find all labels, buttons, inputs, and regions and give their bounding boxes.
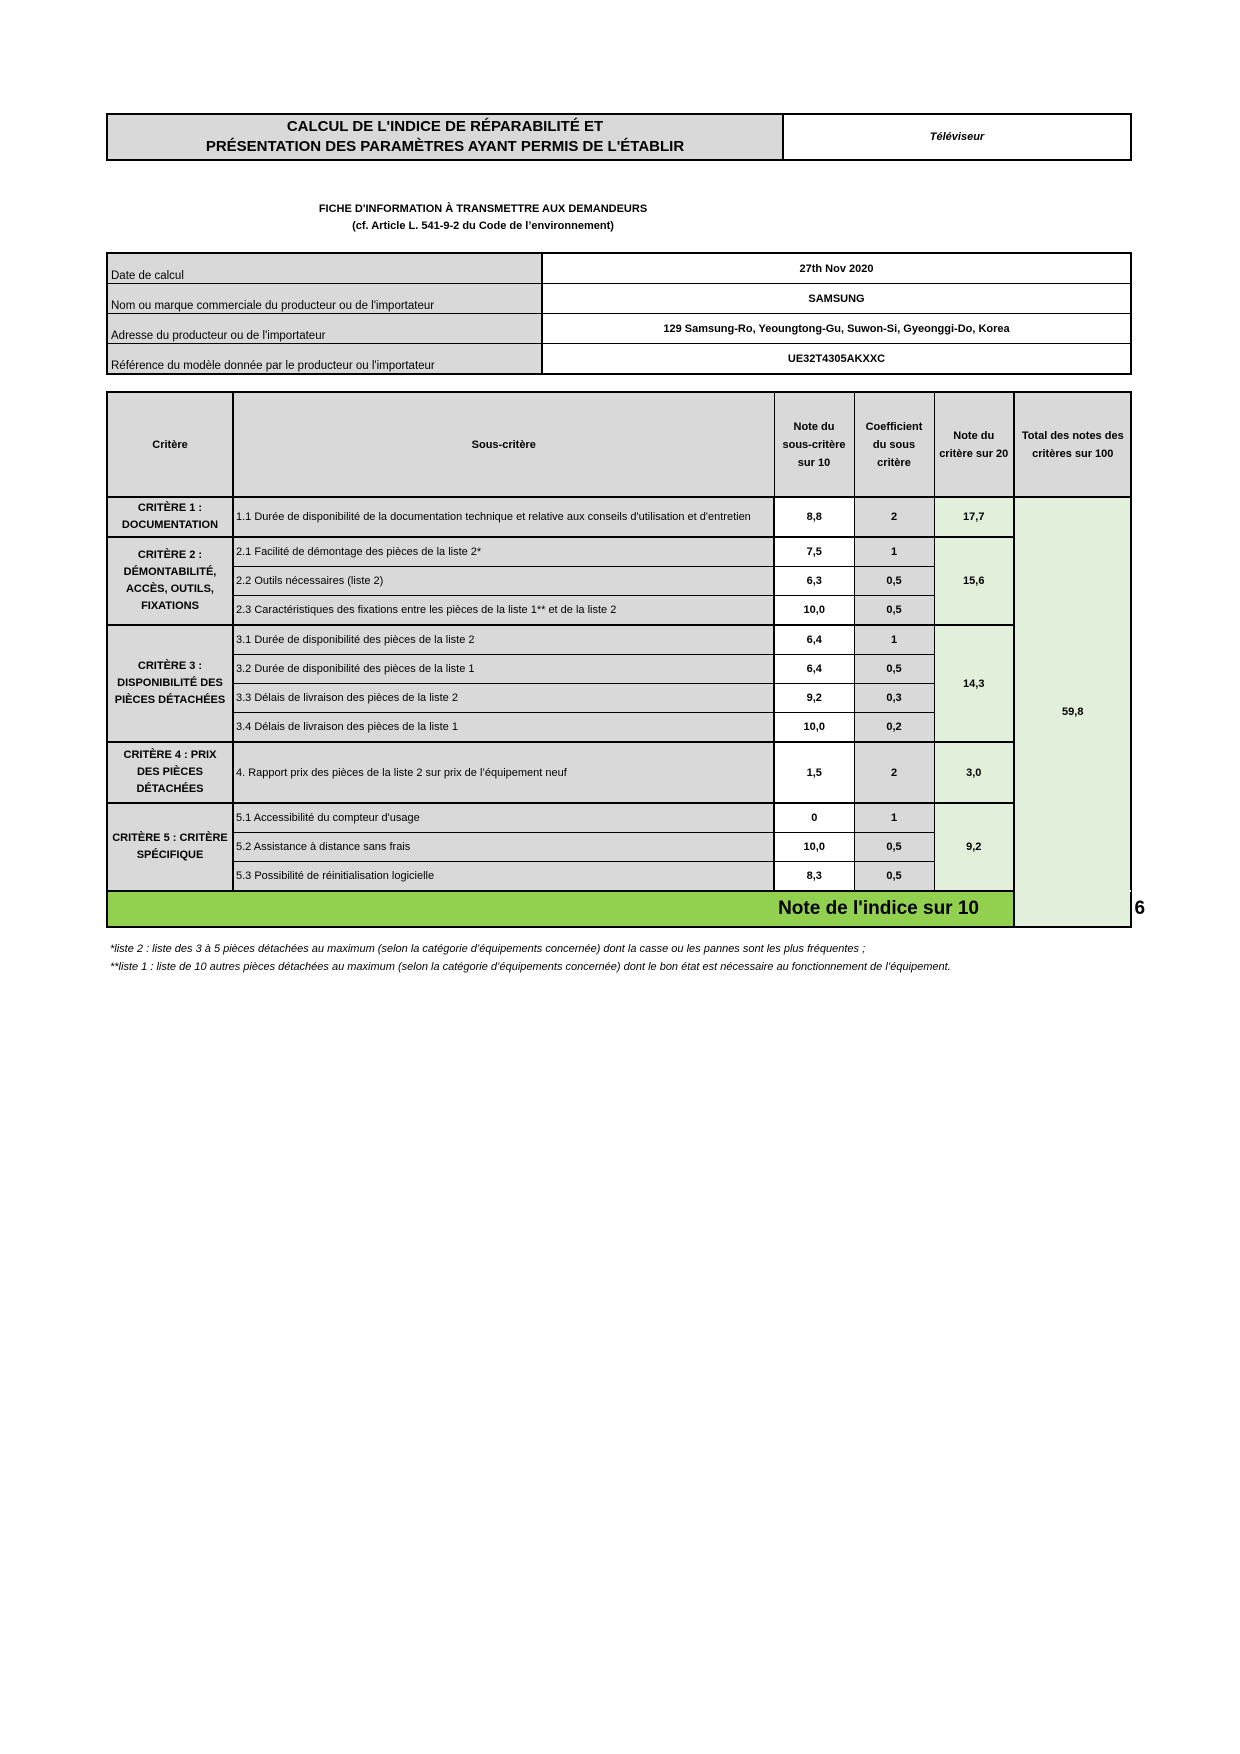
sub-coefficient: 0,3 [854, 684, 934, 713]
sub-criterion: 2.1 Facilité de démontage des pièces de la liste 2* [233, 537, 774, 567]
table-row [107, 742, 1131, 803]
title-line-1: CALCUL DE L'INDICE DE RÉPARABILITÉ ET [286, 118, 604, 135]
info-label: Référence du modèle donnée par le producteur ou l'importateur [107, 344, 542, 375]
sub-note: 6,4 [774, 625, 854, 655]
critere-note: 17,7 [934, 497, 1014, 537]
critere-name: CRITÈRE 3 : DISPONIBILITÉ DES PIÈCES DÉTACHÉES [107, 625, 233, 742]
sub-note: 10,0 [774, 713, 854, 743]
header-coefficient: Coefficient du sous critère [854, 392, 934, 497]
info-label: Nom ou marque commerciale du producteur ou de l'importateur [107, 284, 542, 314]
fiche-line-1: FICHE D'INFORMATION À TRANSMETTRE AUX DEMANDEURS [318, 203, 648, 215]
info-row-brand [107, 284, 1131, 314]
table-row [107, 625, 1131, 655]
table-header-row [107, 392, 1131, 497]
sub-coefficient: 0,5 [854, 596, 934, 626]
critere-note: 3,0 [934, 742, 1014, 803]
sub-criterion: 3.2 Durée de disponibilité des pièces de la liste 1 [233, 655, 774, 684]
info-table [106, 252, 1132, 375]
critere-note: 15,6 [934, 537, 1014, 625]
header-note-sous-critere: Note du sous-critère sur 10 [774, 392, 854, 497]
final-score-row: Note de l'indice sur 10 6 [107, 891, 1131, 927]
info-row-date [107, 253, 1131, 284]
sub-coefficient: 1 [854, 803, 934, 833]
total-score: 59,8 [1014, 497, 1131, 927]
sub-criterion: 3.4 Délais de livraison des pièces de la liste 1 [233, 713, 774, 743]
sub-note: 1,5 [774, 742, 854, 803]
title-line-2: PRÉSENTATION DES PARAMÈTRES AYANT PERMIS DE L'ÉTABLIR [205, 138, 685, 155]
sub-coefficient: 2 [854, 742, 934, 803]
info-label: Adresse du producteur ou de l'importateur [107, 314, 542, 344]
critere-name: CRITÈRE 2 : DÉMONTABILITÉ, ACCÈS, OUTILS, FIXATIONS [107, 537, 233, 625]
header-total: Total des notes des critères sur 100 [1014, 392, 1131, 497]
info-row-address [107, 314, 1131, 344]
critere-note: 9,2 [934, 803, 1014, 891]
footnotes [110, 940, 1140, 976]
header-sous-critere: Sous-critère [233, 392, 774, 497]
info-value: 129 Samsung-Ro, Yeoungtong-Gu, Suwon-Si, Gyeonggi-Do, Korea [542, 314, 1131, 344]
sub-note: 0 [774, 803, 854, 833]
sub-criterion: 4. Rapport prix des pièces de la liste 2 sur prix de l’équipement neuf [233, 742, 774, 803]
footnote-liste-1: **liste 1 : liste de 10 autres pièces détachées au maximum (selon la catégorie d’équipements concernée) dont le bon état est nécessaire au fonctionnement de l’équipement. [110, 961, 951, 973]
header-table [106, 113, 1132, 161]
critere-name: CRITÈRE 5 : CRITÈRE SPÉCIFIQUE [107, 803, 233, 891]
critere-note: 14,3 [934, 625, 1014, 742]
critere-name: CRITÈRE 1 : DOCUMENTATION [107, 497, 233, 537]
sub-note: 10,0 [774, 833, 854, 862]
product-type: Téléviseur [783, 114, 1131, 160]
header-note-critere: Note du critère sur 20 [934, 392, 1014, 497]
sub-coefficient: 1 [854, 625, 934, 655]
sub-coefficient: 0,5 [854, 833, 934, 862]
sub-criterion: 5.2 Assistance à distance sans frais [233, 833, 774, 862]
fiche-line-2: (cf. Article L. 541-9-2 du Code de l’environnement) [352, 220, 614, 232]
sub-criterion: 2.2 Outils nécessaires (liste 2) [233, 567, 774, 596]
sub-note: 6,4 [774, 655, 854, 684]
table-row [107, 803, 1131, 833]
sub-criterion: 3.3 Délais de livraison des pièces de la liste 2 [233, 684, 774, 713]
sub-note: 9,2 [774, 684, 854, 713]
document-title [107, 114, 783, 160]
sub-note: 8,8 [774, 497, 854, 537]
sub-coefficient: 0,5 [854, 862, 934, 892]
final-score-label: Note de l'indice sur 10 [107, 891, 1014, 927]
footnote-liste-2: *liste 2 : liste des 3 à 5 pièces détachées au maximum (selon la catégorie d’équipements concernée) dont la casse ou les pannes sont les plus fréquentes ; [110, 943, 866, 955]
critere-name: CRITÈRE 4 : PRIX DES PIÈCES DÉTACHÉES [107, 742, 233, 803]
sub-coefficient: 1 [854, 537, 934, 567]
sub-note: 6,3 [774, 567, 854, 596]
table-row [107, 537, 1131, 567]
sub-criterion: 5.1 Accessibilité du compteur d'usage [233, 803, 774, 833]
sub-coefficient: 0,5 [854, 567, 934, 596]
sub-criterion: 5.3 Possibilité de réinitialisation logicielle [233, 862, 774, 892]
sub-note: 8,3 [774, 862, 854, 892]
sub-coefficient: 0,2 [854, 713, 934, 743]
header-critere: Critère [107, 392, 233, 497]
fiche-heading [106, 201, 860, 235]
table-row [107, 497, 1131, 537]
info-value: SAMSUNG [542, 284, 1131, 314]
sub-criterion: 1.1 Durée de disponibilité de la documentation technique et relative aux conseils d'utilisation et d'entretien [233, 497, 774, 537]
sub-note: 7,5 [774, 537, 854, 567]
info-row-reference [107, 344, 1131, 375]
info-label: Date de calcul [107, 253, 542, 284]
scoring-table [106, 391, 1146, 928]
sub-criterion: 3.1 Durée de disponibilité des pièces de la liste 2 [233, 625, 774, 655]
info-value: UE32T4305AKXXC [542, 344, 1131, 375]
sub-criterion: 2.3 Caractéristiques des fixations entre les pièces de la liste 1** et de la liste 2 [233, 596, 774, 626]
sub-note: 10,0 [774, 596, 854, 626]
sub-coefficient: 0,5 [854, 655, 934, 684]
info-value: 27th Nov 2020 [542, 253, 1131, 284]
sub-coefficient: 2 [854, 497, 934, 537]
